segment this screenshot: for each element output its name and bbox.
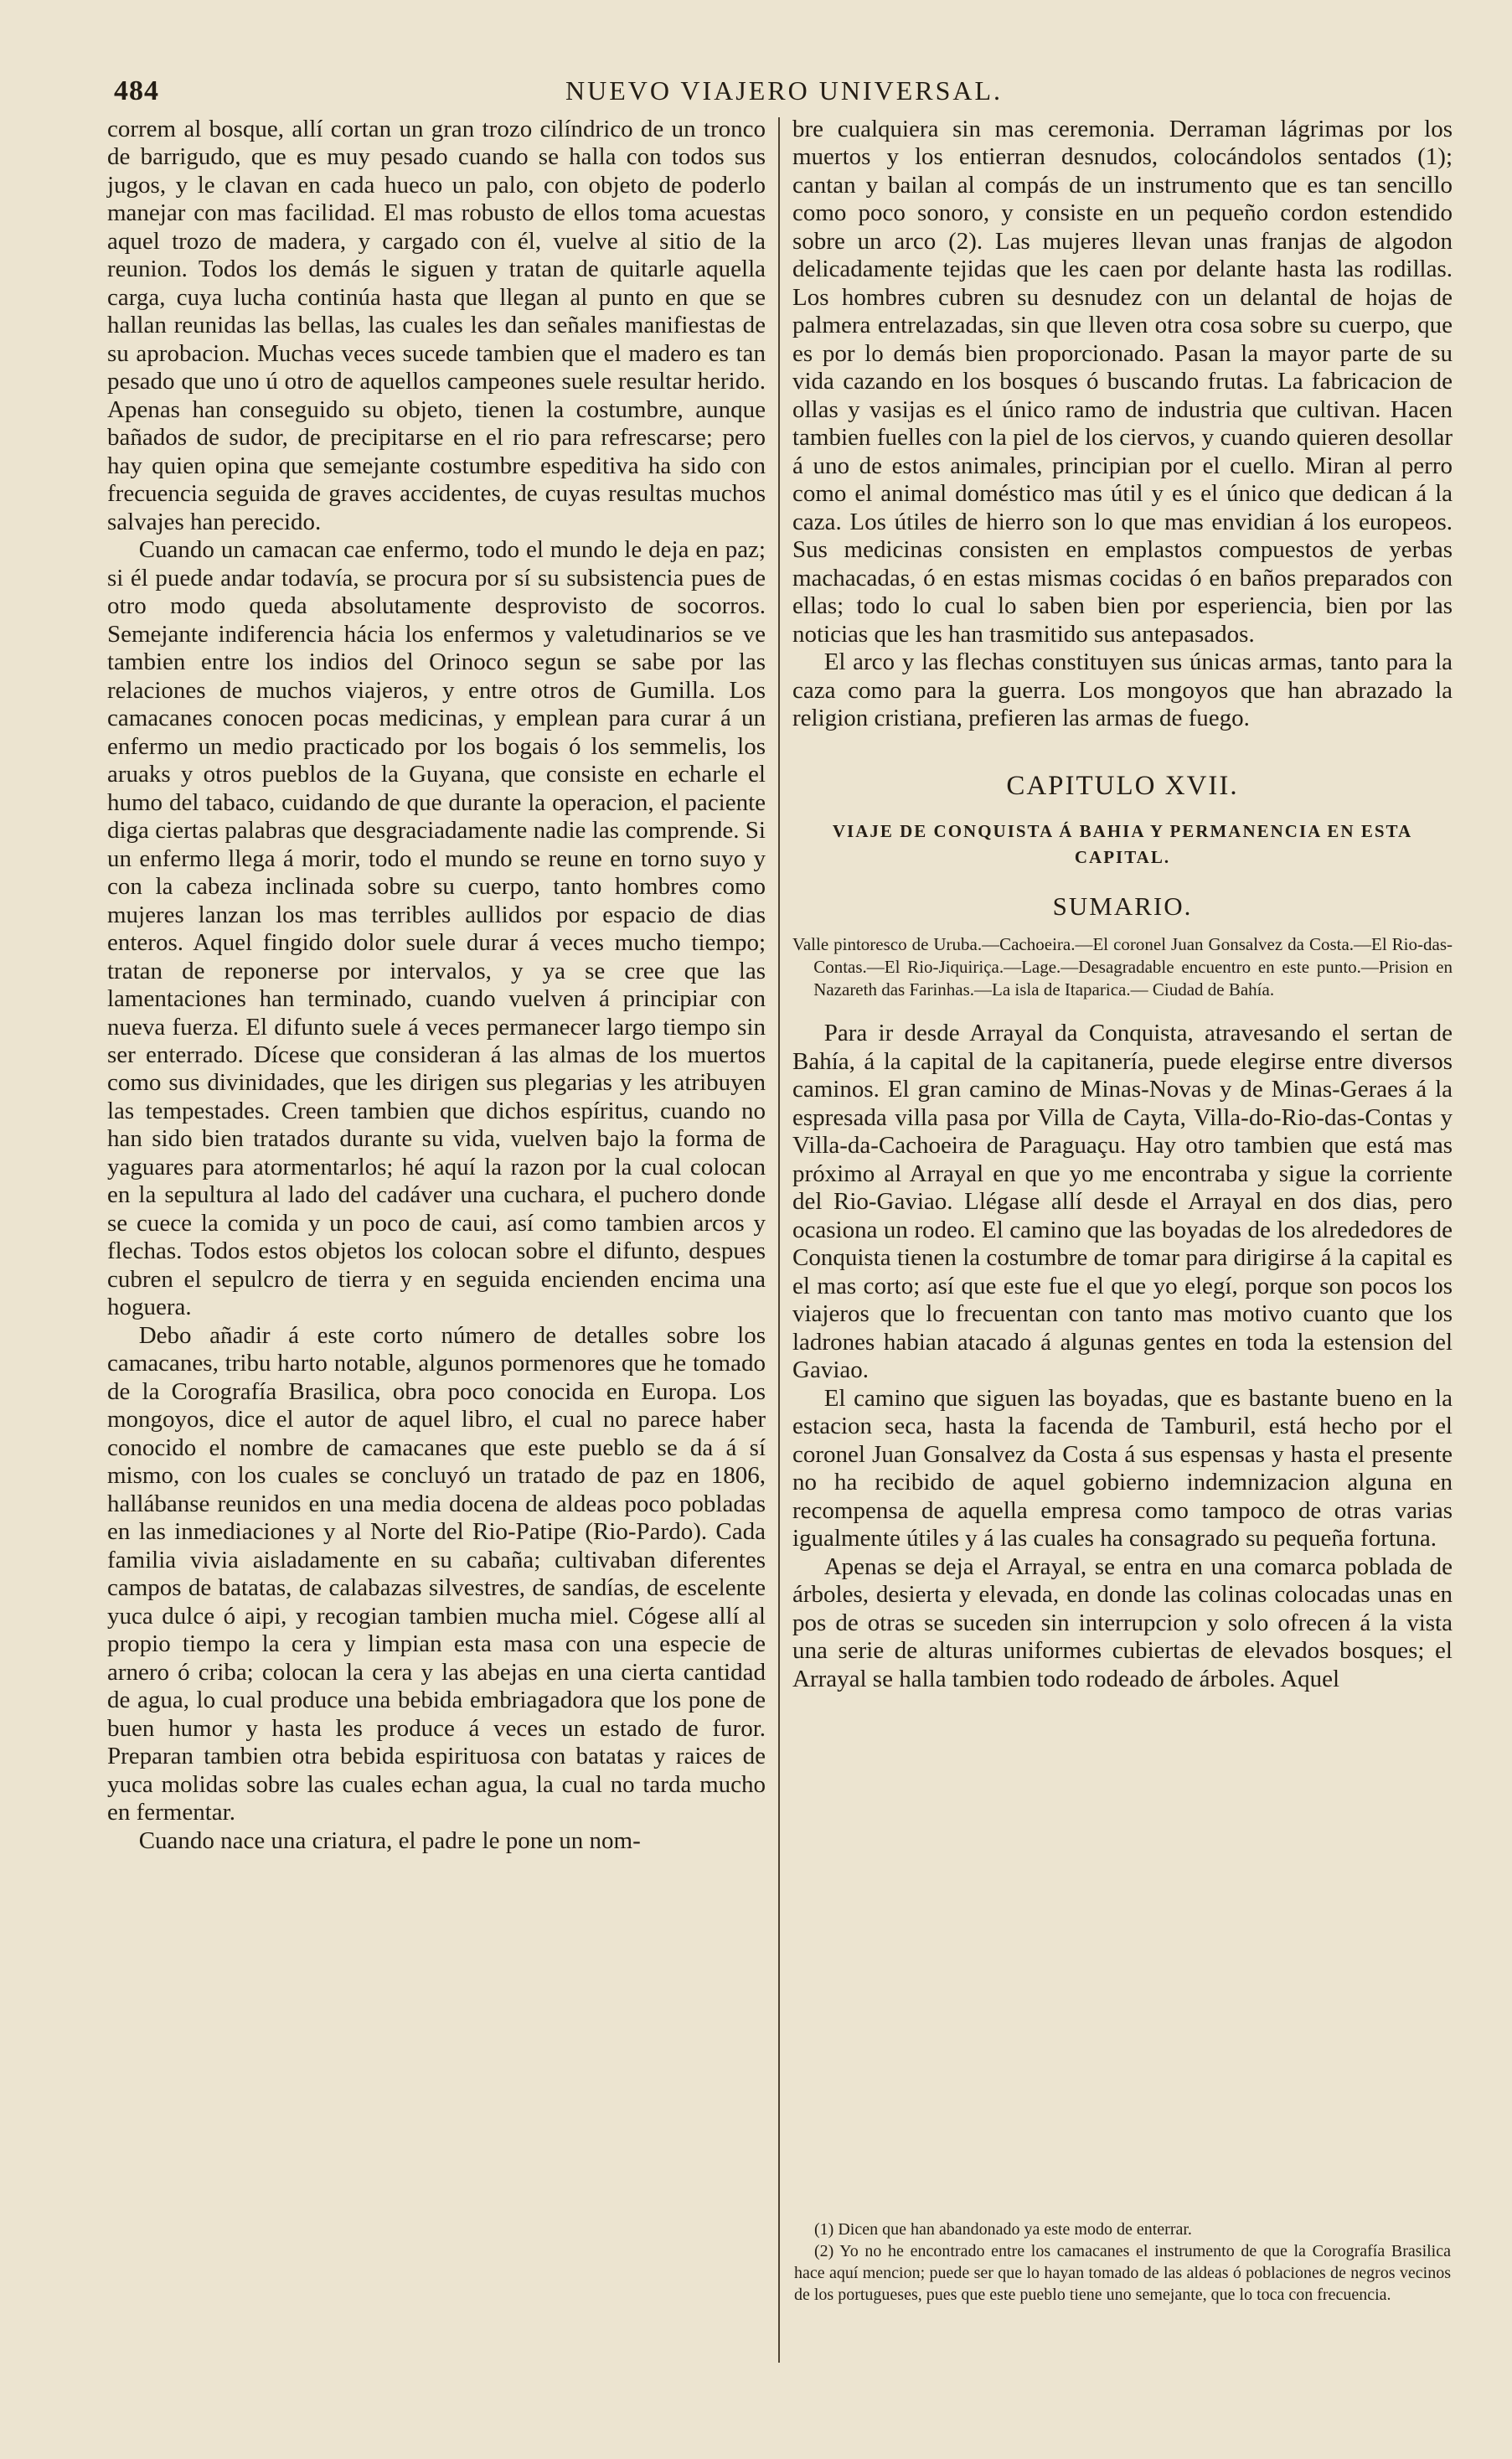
paragraph: El camino que siguen las boyadas, que es bastante bueno en la estacion seca, hasta la facenda de Tamburil, está hecho por el coronel Juan Gonsalvez da Costa á sus espensas y hasta el presente no ha recibido de aquel gobierno indemnizacion alguna en recompensa de aquella empresa como tampoco de otras varias igualmente útiles y á las cuales ha consagrado su pequeña fortuna. (792, 1384, 1453, 1552)
summary-text: Valle pintoresco de Uruba.—Cachoeira.—El coronel Juan Gonsalvez da Costa.—El Rio-das-Contas.—El Rio-Jiquiriça.—Lage.—Desagradable encuentro en este punto.—Prision en Nazareth das Farinhas.—La isla de Itaparica.— Ciudad de Bahía. (792, 933, 1453, 1000)
paragraph: Cuando un camacan cae enfermo, todo el mundo le deja en paz; si él puede andar todavía, se procura por sí su subsistencia pues de otro modo queda absolutamente desprovisto de socorros. Semejante indiferencia hácia los enfermos y valetudinarios se ve tambien entre los indios del Orinoco segun se sabe por las relaciones de muchos viajeros, y entre otros de Gumilla. Los camacanes conocen pocas medicinas, y emplean para curar á un enfermo un medio practicado por los bogais ó los semmelis, los aruaks y otros pueblos de la Guyana, que consiste en echarle el humo del tabaco, cuidando de que durante la operacion, el paciente diga ciertas palabras que desgraciadamente nadie las comprende. Si un enfermo llega á morir, todo el mundo se reune en torno suyo y con la cabeza inclinada sobre su cuerpo, tanto hombres como mujeres lanzan los mas terribles aullidos por espacio de dias enteros. Aquel fingido dolor suele durar á veces mucho tiempo; tratan de reponerse por intervalos, y ya se cree que las lamentaciones han terminado, cuando vuelven á principiar con nueva fuerza. El difunto suele á veces permanecer largo tiempo sin ser enterrado. Dícese que consideran á las almas de los muertos como sus divinidades, que les dirigen sus plegarias y les atribuyen las tempestades. Creen tambien que dichos espíritus, cuando no han sido bien tratados durante su vida, vuelven bajo la forma de yaguares para atormentarlos; hé aquí la razon por la cual colocan en la sepultura al lado del cadáver una cuchara, el puchero donde se cuece la comida y un poco de caui, así como tambien arcos y flechas. Todos estos objetos los colocan sobre el difunto, despues cubren el sepulcro de tierra y en seguida encienden encima una hoguera. (107, 536, 766, 1321)
left-column (107, 116, 766, 1855)
paragraph: Para ir desde Arrayal da Conquista, atravesando el sertan de Bahía, á la capital de la capitanería, puede elegirse entre diversos caminos. El gran camino de Minas-Novas y de Minas-Geraes á la espresada villa pasa por Villa de Cayta, Villa-do-Rio-das-Contas y Villa-da-Cachoeira de Paraguaçu. Hay otro tambien que está mas próximo al Arrayal en que yo me encontraba y sigue la corriente del Rio-Gaviao. Llégase allí desde el Arrayal en dos dias, pero ocasiona un rodeo. El camino que las boyadas de los alrededores de Conquista tienen la costumbre de tomar para dirigirse á la capital es el mas corto; así que este fue el que yo elegí, porque son pocos los viajeros que lo frecuentan con tanto mas motivo cuanto que los ladrones habian atacado á algunas gentes en toda la estension del Gaviao. (792, 1020, 1453, 1384)
paragraph: Debo añadir á este corto número de detalles sobre los camacanes, tribu harto notable, algunos pormenores que he tomado de la Corografía Brasilica, obra poco conocida en Europa. Los mongoyos, dice el autor de aquel libro, el cual no parece haber conocido el nombre de camacanes que este pueblo se da á sí mismo, con los cuales se concluyó un tratado de paz en 1806, hallábanse reunidos en una media docena de aldeas poco pobladas en las inmediaciones y al Norte del Rio-Patipe (Rio-Pardo). Cada familia vivia aisladamente en su cabaña; cultivaban diferentes campos de batatas, de calabazas silvestres, de sandías, de escelente yuca dulce ó aipi, y recogian tambien mucha miel. Cógese allí al propio tiempo la cera y limpian esta masa con una especie de arnero ó criba; colocan la cera y las abejas en una cierta cantidad de agua, lo cual produce una bebida embriagadora que los pone de buen humor y hasta les produce á veces un estado de furor. Preparan tambien otra bebida espirituosa con batatas y raices de yuca molidas sobre las cuales echan agua, la cual no tarda mucho en fermentar. (107, 1321, 766, 1826)
paragraph: Cuando nace una criatura, el padre le pone un nom- (138, 1826, 641, 1854)
right-column (792, 116, 1453, 1693)
paragraph: El arco y las flechas constituyen sus únicas armas, tanto para la caza como para la guerra. Los mongoyos que han abrazado la religion cristiana, prefieren las armas de fuego. (792, 648, 1453, 732)
chapter-heading: CAPITULO XVII. (1006, 770, 1239, 801)
page-header (114, 75, 1454, 109)
column-divider (778, 117, 780, 2363)
page-number: 484 (114, 75, 159, 106)
footnotes (794, 2219, 1451, 2306)
footnote: (1) Dicen que han abandonado ya este modo de enterrar. (814, 2220, 1192, 2239)
paragraph: bre cualquiera sin mas ceremonia. Derraman lágrimas por los muertos y los entierran desnudos, colocándolos sentados (1); cantan y bailan al compás de un instrumento que es tan sencillo como poco sonoro, y consiste en un pequeño cordon estendido sobre un arco (2). Las mujeres llevan unas franjas de algodon delicadamente tejidas que les caen por delante hasta las rodillas. Los hombres cubren su desnudez con un delantal de hojas de palmera entrelazadas, sin que lleven otra cosa sobre su cuerpo, que es por lo demás bien proporcionado. Pasan la mayor parte de su vida cazando en los bosques ó buscando frutas. La fabricacion de ollas y vasijas es el único ramo de industria que cultivan. Hacen tambien fuelles con la piel de los ciervos, y cuando quieren desollar á uno de estos animales, principian por el cuello. Miran al perro como el animal doméstico mas útil y es el único que dedican á la caza. Los útiles de hierro son lo que mas envidian á los europeos. Sus medicinas consisten en emplastos compuestos de yerbas machacadas, ó en estas mismas cocidas ó en baños preparados con ellas; todo lo cual lo saben bien por esperiencia, bien por las noticias que les han trasmitido sus antepasados. (792, 116, 1453, 648)
paragraph: Apenas se deja el Arrayal, se entra en una comarca poblada de árboles, desierta y elevada, en donde las colinas colocadas unas en pos de otras se suceden sin interrupcion y solo ofrecen á la vista una serie de alturas uniformes cubiertas de elevados bosques; el Arrayal se halla tambien todo rodeado de árboles. Aquel (792, 1552, 1453, 1692)
chapter-subtitle: VIAJE DE CONQUISTA Á BAHIA Y PERMANENCIA EN ESTA CAPITAL. (832, 820, 1413, 868)
running-title: NUEVO VIAJERO UNIVERSAL. (565, 75, 1004, 106)
footnote: (2) Yo no he encontrado entre los camacanes el instrumento de que la Corografía Brasilica hace aquí mencion; puede ser que lo hayan tomado de las aldeas ó poblaciones de negros vecinos de los portugueses, pues que este pueblo tiene uno semejante, que lo toca con frecuencia. (794, 2242, 1451, 2304)
paragraph: correm al bosque, allí cortan un gran trozo cilíndrico de un tronco de barrigudo, que es muy pesado cuando se halla con todos sus jugos, y le clavan en cada hueco un palo, con objeto de poderlo manejar con mas facilidad. El mas robusto de ellos toma acuestas aquel trozo de madera, y cargado con él, vuelve al sitio de la reunion. Todos los demás le siguen y tratan de quitarle aquella carga, cuya lucha continúa hasta que llegan al punto en que se hallan reunidas las bellas, las cuales les dan señales manifiestas de su aprobacion. Muchas veces sucede tambien que el madero es tan pesado que uno ú otro de aquellos campeones suele resultar herido. Apenas han conseguido su objeto, tienen la costumbre, aunque bañados de sudor, de precipitarse en el rio para refrescarse; pero hay quien opina que semejante costumbre espeditiva ha sido con frecuencia seguida de graves accidentes, de cuyas resultas muchos salvajes han perecido. (107, 116, 766, 535)
summary-heading: SUMARIO. (1052, 891, 1193, 921)
